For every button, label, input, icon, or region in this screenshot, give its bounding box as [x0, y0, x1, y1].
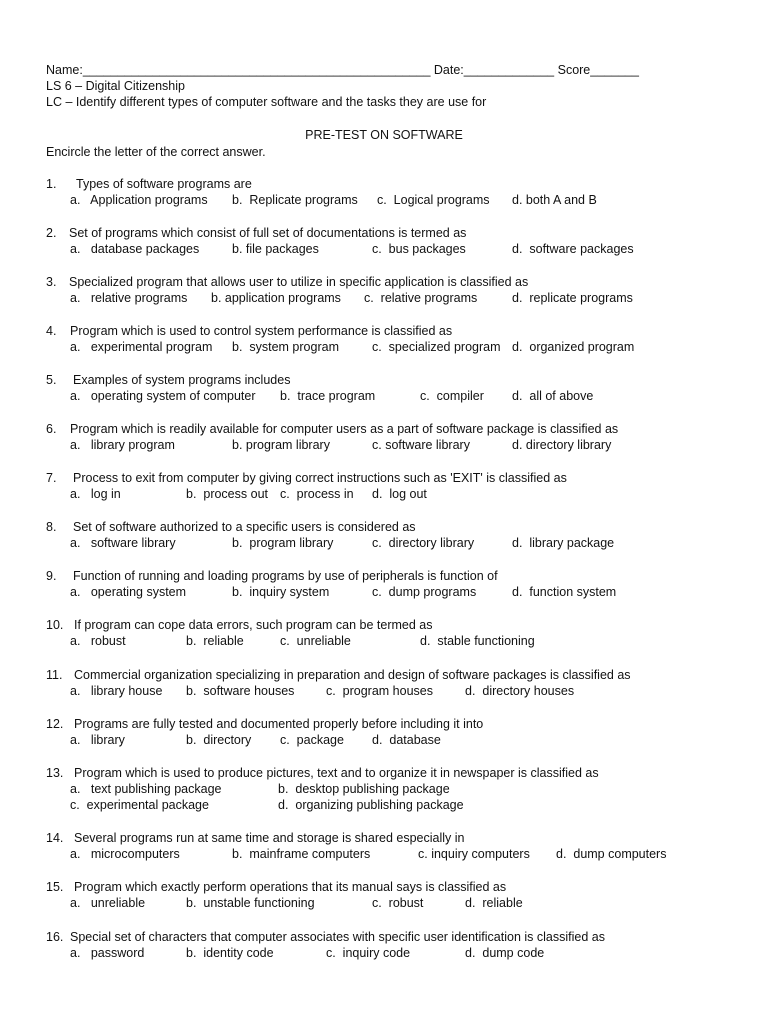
question-text: Program which is used to produce pictures, text and to organize it in newspaper is classified as: [74, 766, 599, 780]
question-stem: [46, 274, 736, 290]
question-stem: [46, 667, 736, 683]
answer-option[interactable]: a. operating system of computer: [70, 389, 256, 403]
learning-strand: LS 6 – Digital Citizenship: [46, 79, 185, 93]
question-number: 15.: [46, 880, 64, 894]
answer-option[interactable]: b. software houses: [186, 684, 295, 698]
answer-option[interactable]: b. file packages: [232, 242, 319, 256]
answer-option[interactable]: c. program houses: [326, 684, 433, 698]
question-number: 4.: [46, 324, 57, 338]
answer-option[interactable]: c. software library: [372, 438, 470, 452]
answer-option[interactable]: b. program library: [232, 536, 334, 550]
answer-option[interactable]: d. directory houses: [465, 684, 575, 698]
question-number: 2.: [46, 226, 57, 240]
answer-option[interactable]: d. organizing publishing package: [278, 798, 464, 812]
answer-option[interactable]: b. process out: [186, 487, 268, 501]
answer-option[interactable]: d. dump code: [465, 946, 545, 960]
question-number: 12.: [46, 717, 64, 731]
answer-option[interactable]: c. relative programs: [364, 291, 478, 305]
answer-option[interactable]: b. trace program: [280, 389, 376, 403]
question-number: 3.: [46, 275, 57, 289]
learning-competency: LC – Identify different types of computer software and the tasks they are use for: [46, 95, 487, 109]
answer-option[interactable]: d. all of above: [512, 389, 594, 403]
question-number: 6.: [46, 422, 57, 436]
question-item: [46, 274, 736, 305]
question-stem: [46, 176, 736, 192]
answer-option[interactable]: a. library: [70, 733, 125, 747]
question-item: [46, 372, 736, 403]
answer-option[interactable]: b. system program: [232, 340, 339, 354]
answer-option[interactable]: b. mainframe computers: [232, 847, 371, 861]
answer-option[interactable]: a. Application programs: [70, 193, 208, 207]
question-item: [46, 667, 736, 698]
question-text: Types of software programs are: [76, 177, 252, 191]
question-text: Function of running and loading programs by use of peripherals is function of: [73, 569, 498, 583]
question-text: Process to exit from computer by giving correct instructions such as 'EXIT' is classified as: [73, 471, 567, 485]
question-stem: [46, 225, 736, 241]
answer-option[interactable]: b. identity code: [186, 946, 274, 960]
question-item: [46, 617, 736, 648]
question-item: [46, 765, 736, 812]
answer-option[interactable]: a. library house: [70, 684, 163, 698]
answer-option[interactable]: d. software packages: [512, 242, 634, 256]
question-number: 11.: [46, 668, 63, 682]
question-number: 8.: [46, 520, 57, 534]
answer-option[interactable]: d. library package: [512, 536, 615, 550]
question-text: Set of programs which consist of full set of documentations is termed as: [69, 226, 467, 240]
answer-option[interactable]: a. library program: [70, 438, 175, 452]
answer-option[interactable]: c. inquiry computers: [418, 847, 530, 861]
question-text: If program can cope data errors, such program can be termed as: [74, 618, 433, 632]
question-text: Program which is used to control system performance is classified as: [70, 324, 453, 338]
answer-option[interactable]: d. dump computers: [556, 847, 667, 861]
question-text: Several programs run at same time and storage is shared especially in: [74, 831, 465, 845]
question-item: [46, 929, 736, 960]
question-number: 10.: [46, 618, 64, 632]
answer-option[interactable]: c. package: [280, 733, 344, 747]
answer-option[interactable]: a. database packages: [70, 242, 200, 256]
answer-option[interactable]: c. Logical programs: [377, 193, 490, 207]
question-item: [46, 716, 736, 747]
answer-option[interactable]: b. inquiry system: [232, 585, 330, 599]
question-item: [46, 568, 736, 599]
question-stem: [46, 830, 736, 846]
question-item: [46, 323, 736, 354]
answer-option[interactable]: a. operating system: [70, 585, 187, 599]
answer-option[interactable]: d. directory library: [512, 438, 612, 452]
answer-option[interactable]: d. both A and B: [512, 193, 597, 207]
question-number: 9.: [46, 569, 57, 583]
question-stem: [46, 372, 736, 388]
question-text: Program which exactly perform operations that its manual says is classified as: [74, 880, 507, 894]
question-stem: [46, 617, 736, 633]
question-item: [46, 176, 736, 207]
answer-option[interactable]: c. inquiry code: [326, 946, 411, 960]
question-number: 7.: [46, 471, 57, 485]
answer-option[interactable]: a. unreliable: [70, 896, 146, 910]
answer-option[interactable]: c. directory library: [372, 536, 475, 550]
answer-option[interactable]: d. log out: [372, 487, 427, 501]
answer-option[interactable]: b. reliable: [186, 634, 244, 648]
question-item: [46, 519, 736, 550]
question-stem: [46, 929, 736, 945]
question-number: 1.: [46, 177, 57, 191]
answer-option[interactable]: c. compiler: [420, 389, 484, 403]
answer-option[interactable]: a. microcomputers: [70, 847, 180, 861]
answer-option[interactable]: b. program library: [232, 438, 330, 452]
answer-option[interactable]: d. stable functioning: [420, 634, 535, 648]
answer-option[interactable]: a. software library: [70, 536, 176, 550]
answer-option[interactable]: b. directory: [186, 733, 252, 747]
answer-option[interactable]: c. bus packages: [372, 242, 466, 256]
answer-option[interactable]: c. experimental package: [70, 798, 209, 812]
answer-option[interactable]: c. process in: [280, 487, 354, 501]
question-text: Programs are fully tested and documented properly before including it into: [74, 717, 484, 731]
question-stem: [46, 716, 736, 732]
question-text: Specialized program that allows user to utilize in specific application is classified as: [69, 275, 529, 289]
question-text: Examples of system programs includes: [73, 373, 291, 387]
question-text: Special set of characters that computer associates with specific user identification is classified as: [70, 930, 605, 944]
question-text: Commercial organization specializing in preparation and design of software packages is classified as: [74, 668, 631, 682]
answer-option[interactable]: a. experimental program: [70, 340, 213, 354]
question-stem: [46, 470, 736, 486]
question-item: [46, 421, 736, 452]
question-item: [46, 470, 736, 501]
answer-option[interactable]: b. unstable functioning: [186, 896, 315, 910]
question-stem: [46, 568, 736, 584]
answer-option[interactable]: a. log in: [70, 487, 121, 501]
question-text: Program which is readily available for computer users as a part of software package is classified as: [70, 422, 619, 436]
answer-option[interactable]: a. text publishing package: [70, 782, 222, 796]
answer-option[interactable]: a. password: [70, 946, 145, 960]
answer-option[interactable]: c. dump programs: [372, 585, 477, 599]
answer-option[interactable]: b. application programs: [211, 291, 341, 305]
answer-option[interactable]: b. Replicate programs: [232, 193, 358, 207]
question-stem: [46, 323, 736, 339]
question-number: 5.: [46, 373, 57, 387]
question-number: 14.: [46, 831, 64, 845]
answer-option[interactable]: c. robust: [372, 896, 424, 910]
question-text: Set of software authorized to a specific users is considered as: [73, 520, 416, 534]
question-item: [46, 879, 736, 910]
answer-option[interactable]: d. reliable: [465, 896, 523, 910]
question-number: 16.: [46, 930, 64, 944]
question-number: 13.: [46, 766, 64, 780]
answer-option[interactable]: d. database: [372, 733, 441, 747]
page-title: PRE-TEST ON SOFTWARE: [305, 128, 463, 142]
instruction-text: Encircle the letter of the correct answer.: [46, 145, 266, 159]
answer-option[interactable]: d. organized program: [512, 340, 635, 354]
question-stem: [46, 421, 736, 437]
answer-option[interactable]: d. function system: [512, 585, 617, 599]
name-date-score-line: Name:__________________________________________________ Date:_____________ Score_______: [46, 63, 639, 77]
question-item: [46, 225, 736, 256]
question-stem: [46, 879, 736, 895]
answer-option[interactable]: c. unreliable: [280, 634, 351, 648]
answer-option[interactable]: c. specialized program: [372, 340, 501, 354]
question-item: [46, 830, 736, 861]
answer-option[interactable]: b. desktop publishing package: [278, 782, 450, 796]
question-stem: [46, 765, 736, 781]
question-stem: [46, 519, 736, 535]
answer-option[interactable]: a. robust: [70, 634, 126, 648]
answer-option[interactable]: d. replicate programs: [512, 291, 633, 305]
answer-option[interactable]: a. relative programs: [70, 291, 188, 305]
